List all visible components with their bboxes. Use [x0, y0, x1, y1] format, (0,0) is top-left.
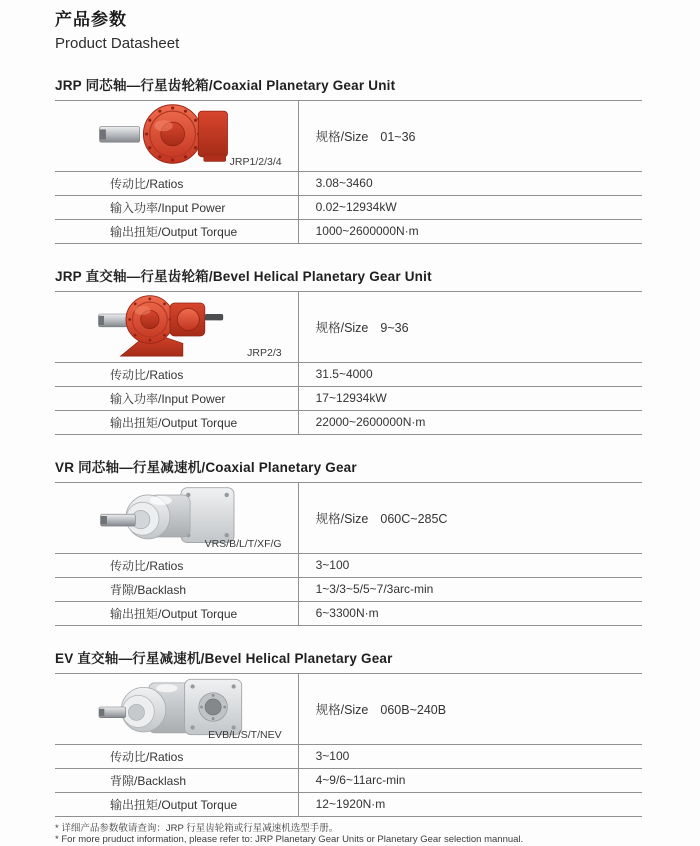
table-row [55, 745, 642, 769]
table-row [55, 769, 642, 793]
table-row [55, 793, 642, 817]
size-line [316, 127, 416, 145]
row-value: 6~3300N·m [315, 606, 379, 621]
table-row [55, 172, 642, 196]
section-title: JRP 同芯轴—行星齿轮箱/Coaxial Planetary Gear Unit [55, 77, 396, 93]
row-label: 输出扭矩/Output Torque [110, 224, 238, 239]
table-row [55, 363, 642, 387]
size-label: 规格/Size [315, 702, 369, 717]
table-row [55, 387, 642, 411]
row-value: 12~1920N·m [315, 797, 386, 812]
size-value: 060C~285C [380, 511, 448, 526]
table-row [55, 220, 642, 244]
row-value: 4~9/6~11arc-min [315, 773, 406, 788]
footnote-zh: * 详细产品参数敬请查询：JRP 行星齿轮箱或行星减速机选型手册。 [55, 822, 339, 834]
footnotes [55, 823, 642, 846]
spec-table [55, 482, 642, 626]
size-value: 01~36 [380, 129, 416, 144]
row-label: 背隙/Backlash [110, 773, 187, 788]
model-label: JRP2/3 [247, 346, 282, 359]
table-row [55, 411, 642, 435]
table-row [55, 602, 642, 626]
model-label: JRP1/2/3/4 [229, 155, 282, 168]
section-title: EV 直交轴—行星减速机/Bevel Helical Planetary Gear [55, 650, 393, 666]
spec-table [55, 291, 642, 435]
section-ev-bevel [55, 647, 642, 817]
row-value: 3~100 [315, 749, 350, 764]
row-label: 传动比/Ratios [110, 176, 184, 191]
model-label: VRS/B/L/T/XF/G [204, 537, 282, 550]
row-label: 输出扭矩/Output Torque [110, 797, 238, 812]
table-row [55, 674, 642, 745]
size-label: 规格/Size [315, 129, 369, 144]
row-value: 1~3/3~5/5~7/3arc-min [315, 582, 434, 597]
spec-table [55, 673, 642, 817]
table-row [55, 578, 642, 602]
table-row [55, 483, 642, 554]
table-row [55, 292, 642, 363]
row-value: 0.02~12934kW [315, 200, 397, 215]
jrp-coaxial-gearbox-image [95, 102, 243, 166]
page-subtitle: Product Datasheet [55, 35, 180, 53]
row-value: 3~100 [315, 558, 350, 573]
row-label: 输出扭矩/Output Torque [110, 415, 238, 430]
row-value: 22000~2600000N·m [315, 415, 426, 430]
model-label: EVB/L/S/T/NEV [208, 728, 282, 741]
footnote-en: * For more pruduct information, please refer to: JRP Planetary Gear Units or Planetary Gear selection mannual. [55, 834, 524, 846]
row-label: 传动比/Ratios [110, 749, 184, 764]
table-row [55, 101, 642, 172]
page-title: 产品参数 [55, 10, 127, 29]
row-value: 3.08~3460 [315, 176, 373, 191]
table-row [55, 196, 642, 220]
section-title: JRP 直交轴—行星齿轮箱/Bevel Helical Planetary Gear Unit [55, 268, 432, 284]
row-label: 传动比/Ratios [110, 558, 184, 573]
row-value: 31.5~4000 [315, 367, 373, 382]
section-title: VR 同芯轴—行星减速机/Coaxial Planetary Gear [55, 459, 357, 475]
size-line [316, 509, 448, 527]
row-label: 背隙/Backlash [110, 582, 187, 597]
section-vr-coaxial [55, 456, 642, 626]
row-value: 17~12934kW [315, 391, 387, 406]
spec-table [55, 100, 642, 244]
row-label: 传动比/Ratios [110, 367, 184, 382]
section-jrp-bevel [55, 265, 642, 435]
row-label: 输入功率/Input Power [110, 200, 226, 215]
section-jrp-coaxial [55, 74, 642, 244]
size-label: 规格/Size [315, 511, 369, 526]
row-label: 输出扭矩/Output Torque [110, 606, 238, 621]
size-label: 规格/Size [315, 320, 369, 335]
row-label: 输入功率/Input Power [110, 391, 226, 406]
table-row [55, 554, 642, 578]
jrp-bevel-gearbox-image [95, 292, 245, 358]
row-value: 1000~2600000N·m [315, 224, 419, 239]
size-value: 9~36 [380, 320, 409, 335]
size-line [316, 318, 409, 336]
size-line [316, 700, 446, 718]
size-value: 060B~240B [380, 702, 447, 717]
